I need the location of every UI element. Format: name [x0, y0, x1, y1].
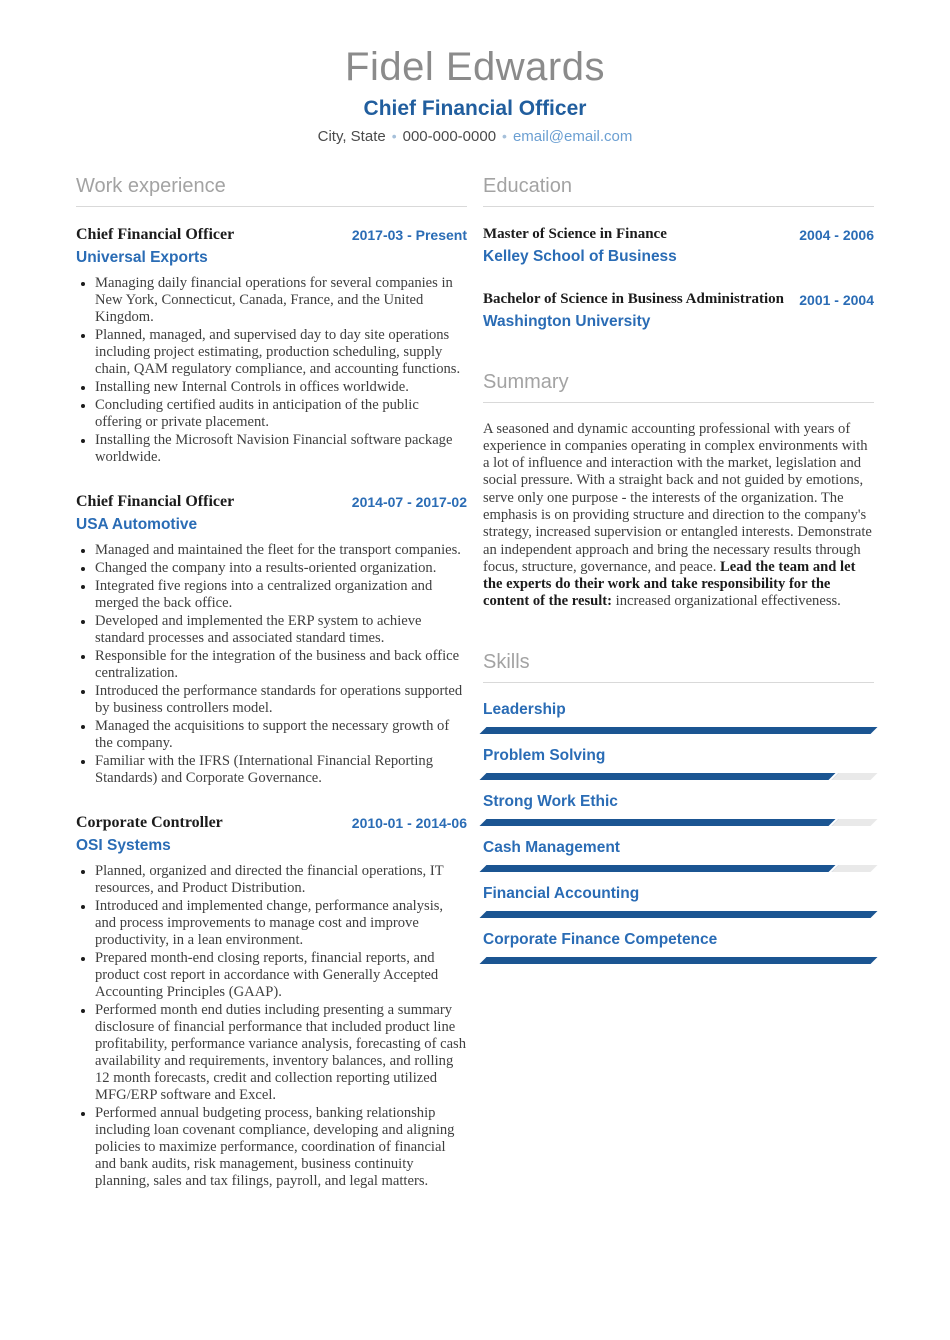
contact-location: City, State [317, 128, 386, 145]
contact-phone: 000-000-0000 [402, 128, 497, 145]
education-entry [483, 290, 874, 331]
skill-row [483, 931, 874, 964]
skill-bar-fill [480, 911, 878, 918]
contact-email-link[interactable]: email@email.com [512, 128, 633, 145]
skill-row [483, 839, 874, 872]
job-entry [76, 492, 467, 787]
job-bullet: • Planned, managed, and supervised day to day site operations including project estimating, production scheduling, supply chain, QAM regulatory compliance, and accounting functions. [95, 327, 467, 378]
job-header-row [76, 225, 467, 245]
two-column-layout [76, 175, 874, 1230]
skills-list [483, 701, 874, 964]
summary-section [483, 371, 874, 611]
skill-name: Corporate Finance Competence [483, 930, 718, 948]
job-company: Universal Exports [76, 249, 208, 266]
skill-name: Financial Accounting [483, 884, 640, 902]
job-dates: 2014-07 - 2017-02 [351, 494, 467, 510]
work-experience-list [76, 225, 467, 1190]
work-experience-section [76, 175, 467, 1190]
skill-bar-fill [480, 865, 839, 872]
skill-name: Problem Solving [483, 746, 606, 764]
job-bullet: • Performed annual budgeting process, banking relationship including loan covenant compliance, developing and aligning policies to maximize performance, coordination of financial and bank audits, risk management, business continuity planning, sales and tax filings, payroll, and legal matters. [95, 1105, 467, 1190]
person-name: Fidel Edwards [345, 45, 605, 89]
degree-title: Bachelor of Science in Business Administration [483, 290, 784, 307]
job-bullet: • Prepared month-end closing reports, financial reports, and product cost report in accordance with Generally Accepted Accounting Principles (GAAP). [95, 950, 467, 1001]
skill-name: Leadership [483, 700, 566, 718]
summary-text-normal: A seasoned and dynamic accounting professional with years of experience in companies operating in complex environments with a lot of influence and interaction with the market, legislation and social pressure. With a straight back and not guided by emotions, serve only one purpose - the interests of the organization. The emphasis is on providing structure and direction to the company's strategy, increased supervision or entangled interests. Demonstrate an independent approach and bring the necessary results through focus, structure, governance, and peace. [483, 420, 872, 575]
job-bullet: • Installing new Internal Controls in offices worldwide. [95, 379, 467, 396]
job-company: USA Automotive [76, 516, 198, 533]
job-entry [76, 813, 467, 1190]
education-dates: 2001 - 2004 [799, 291, 874, 308]
job-entry [76, 225, 467, 466]
work-experience-title: Work experience [76, 175, 467, 207]
job-bullet: • Managed the acquisitions to support the necessary growth of the company. [95, 718, 467, 752]
job-bullet: • Introduced the performance standards for operations supported by business controllers model. [95, 683, 467, 717]
skill-bar-fill [480, 819, 839, 826]
dot-separator-icon: • [502, 128, 507, 144]
job-title: Corporate Controller [76, 814, 223, 831]
skill-bar-fill [480, 773, 839, 780]
job-bullet: • Responsible for the integration of the business and back office centralization. [95, 648, 467, 682]
summary-text-bold: Lead the team and let the experts do their work and take responsibility for the content of the result: [483, 558, 856, 610]
left-column [76, 175, 467, 1230]
skill-bar-fill [480, 727, 878, 734]
education-list [483, 225, 874, 331]
degree-title: Master of Science in Finance [483, 226, 667, 242]
skill-row [483, 747, 874, 780]
skill-bar-track [480, 911, 878, 918]
skill-row [483, 793, 874, 826]
job-title: Chief Financial Officer [76, 493, 235, 510]
school-name: Kelley School of Business [483, 247, 677, 265]
job-bullet: • Planned, organized and directed the financial operations, IT resources, and Product Distribution. [95, 863, 467, 897]
job-bullet: • Managed and maintained the fleet for the transport companies. [95, 542, 467, 559]
job-bullet-list [76, 863, 467, 1190]
education-header-row [483, 225, 874, 244]
job-title: Chief Financial Officer [76, 226, 235, 243]
summary-title: Summary [483, 371, 874, 403]
job-bullet: • Familiar with the IFRS (International Financial Reporting Standards) and Corporate Governance. [95, 753, 467, 787]
resume-header [76, 46, 874, 145]
job-bullet: • Integrated five regions into a centralized organization and merged the back office. [95, 578, 467, 612]
job-company: OSI Systems [76, 837, 171, 854]
school-name: Washington University [483, 312, 651, 330]
skill-row [483, 701, 874, 734]
skill-row [483, 885, 874, 918]
education-dates: 2004 - 2006 [799, 227, 874, 243]
job-bullet: • Developed and implemented the ERP system to achieve standard processes and associated standard times. [95, 613, 467, 647]
job-bullet: • Introduced and implemented change, performance analysis, and process improvements to manage cost and improve productivity, in a lean environment. [95, 898, 467, 949]
skill-name: Cash Management [483, 838, 620, 856]
contact-line [76, 128, 874, 145]
job-header-row [76, 492, 467, 512]
job-bullet: • Performed month end duties including presenting a summary disclosure of financial performance that included product line profitability, performance variance analysis, forecasting of cash availability and requirements, inventory balances, and rolling 12 month forecasts, credit and collection reporting utilized MFG/ERP software and Excel. [95, 1002, 467, 1104]
skills-title: Skills [483, 651, 874, 683]
education-section [483, 175, 874, 331]
job-bullet: • Concluding certified audits in anticipation of the public offering or private placement. [95, 397, 467, 431]
skills-section [483, 651, 874, 964]
job-dates: 2010-01 - 2014-06 [351, 815, 467, 831]
skill-bar-track [480, 957, 878, 964]
job-bullet-list [76, 275, 467, 466]
job-bullet: • Changed the company into a results-oriented organization. [95, 560, 467, 577]
job-bullet: • Installing the Microsoft Navision Financial software package worldwide. [95, 432, 467, 466]
job-header-row [76, 813, 467, 833]
skill-bar-track [480, 819, 878, 826]
right-column [483, 175, 874, 1230]
education-header-row [483, 290, 874, 309]
summary-paragraph [483, 421, 874, 611]
job-dates: 2017-03 - Present [351, 227, 467, 243]
skill-name: Strong Work Ethic [483, 792, 618, 810]
person-headline: Chief Financial Officer [363, 97, 587, 120]
job-bullet-list [76, 542, 467, 787]
summary-text-after: increased organizational effectiveness. [612, 593, 841, 610]
dot-separator-icon: • [391, 128, 397, 144]
education-title: Education [483, 175, 874, 207]
education-entry [483, 225, 874, 266]
skill-bar-track [480, 773, 878, 780]
skill-bar-track [480, 865, 878, 872]
skill-bar-fill [480, 957, 878, 964]
skill-bar-track [480, 727, 878, 734]
job-bullet: • Managing daily financial operations for several companies in New York, Connecticut, Canada, France, and the United Kingdom. [95, 275, 467, 326]
